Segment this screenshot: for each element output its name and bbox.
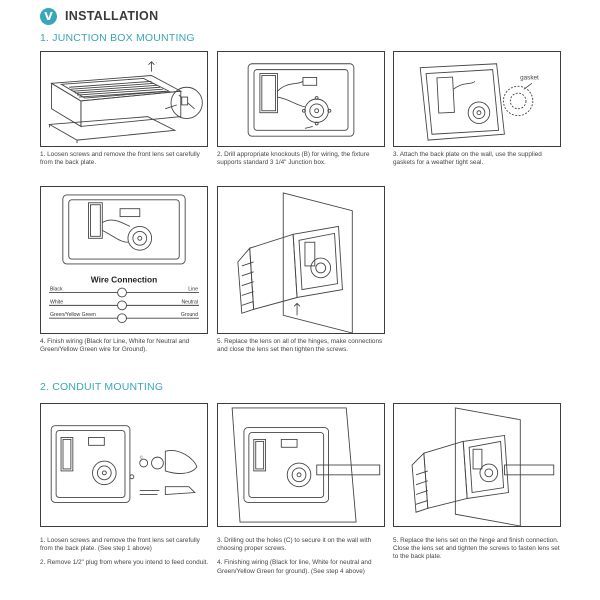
wire-left-green: Green/Yellow Green: [50, 312, 96, 319]
conduit-plug-illustration: [41, 404, 207, 526]
gasket-label: gasket: [520, 74, 539, 82]
caption-conduit-step5-text: 5. Replace the lens set on the hinge and finish connection. Close the lens set and tighten the screws to fasten lens set to the back plate.: [393, 537, 560, 561]
conduit-close-illustration: [394, 404, 560, 526]
svg-text:©: ©: [139, 455, 143, 461]
replace-lens-illustration: [218, 187, 384, 333]
page-header: [40, 6, 158, 26]
caption-step3: [393, 151, 565, 167]
caption-conduit-step1-text: 1. Loosen screws and remove the front lens set carefully from the back plate. (See step 1 above): [40, 537, 200, 553]
caption-step5-text: 5. Replace the lens on all of the hinges, make connections and close the lens set then tighten the screws.: [217, 338, 383, 354]
svg-text:↑: ↑: [155, 59, 158, 65]
caption-conduit-step3-text: 3. Drilling out the holes (C) to secure it on the wall with choosing proper screws.: [217, 537, 372, 553]
caption-conduit-step5: [393, 537, 565, 562]
wire-right-neutral: Neutral: [181, 299, 198, 306]
figure-step3-gasket: [393, 51, 561, 147]
caption-conduit-step4-text: 4. Finishing wiring (Black for line, White for neutral and Green/Yellow Green for ground). (See step 4 above): [217, 559, 372, 575]
caption-step1: [40, 151, 212, 167]
figure-step5-replace-lens: [217, 186, 385, 334]
caption-step2: [217, 151, 389, 167]
caption-step2-text: 2. Drill appropriate knockouts (B) for wiring, the fixture supports standard 3 1/4" Junction box.: [217, 151, 370, 167]
caption-step4-text: 4. Finish wiring (Black for Line, White for Neutral and Green/Yellow Green wire for Ground).: [40, 338, 190, 354]
figure-conduit-close: [393, 403, 561, 527]
gasket-illustration: [394, 52, 560, 146]
wire-right-line: Line: [188, 286, 198, 293]
conduit-wall-illustration: [218, 404, 384, 526]
lens-removal-illustration: [41, 52, 207, 146]
section-title-conduit: 2. CONDUIT MOUNTING: [40, 381, 164, 393]
caption-conduit-step3-4: [217, 537, 389, 576]
wiring-illustration: [41, 187, 207, 333]
wire-left-white: White: [50, 299, 64, 306]
page-title: INSTALLATION: [65, 9, 159, 23]
figure-step4-wiring: [40, 186, 208, 334]
wire-left-black: Black: [50, 286, 63, 293]
brand-badge: V: [40, 8, 57, 25]
figure-conduit-wall: [217, 403, 385, 527]
caption-step4: [40, 338, 212, 354]
wire-connection-title: Wire Connection: [90, 274, 158, 285]
caption-conduit-step1-2: [40, 537, 212, 568]
figure-step1-lens-removal: [40, 51, 208, 147]
caption-step3-text: 3. Attach the back plate on the wall, use the supplied gaskets for a weather tight seal.: [393, 151, 542, 167]
wire-right-ground: Ground: [180, 312, 198, 319]
knockouts-illustration: [218, 52, 384, 146]
figure-step2-knockouts: [217, 51, 385, 147]
caption-step1-text: 1. Loosen screws and remove the front lens set carefully from the back plate.: [40, 151, 200, 167]
section-title-junction: 1. JUNCTION BOX MOUNTING: [40, 32, 195, 44]
caption-step5: [217, 338, 389, 354]
caption-conduit-step2-text: 2. Remove 1/2" plug from where you intend to feed conduit.: [40, 559, 209, 567]
figure-conduit-plug: [40, 403, 208, 527]
